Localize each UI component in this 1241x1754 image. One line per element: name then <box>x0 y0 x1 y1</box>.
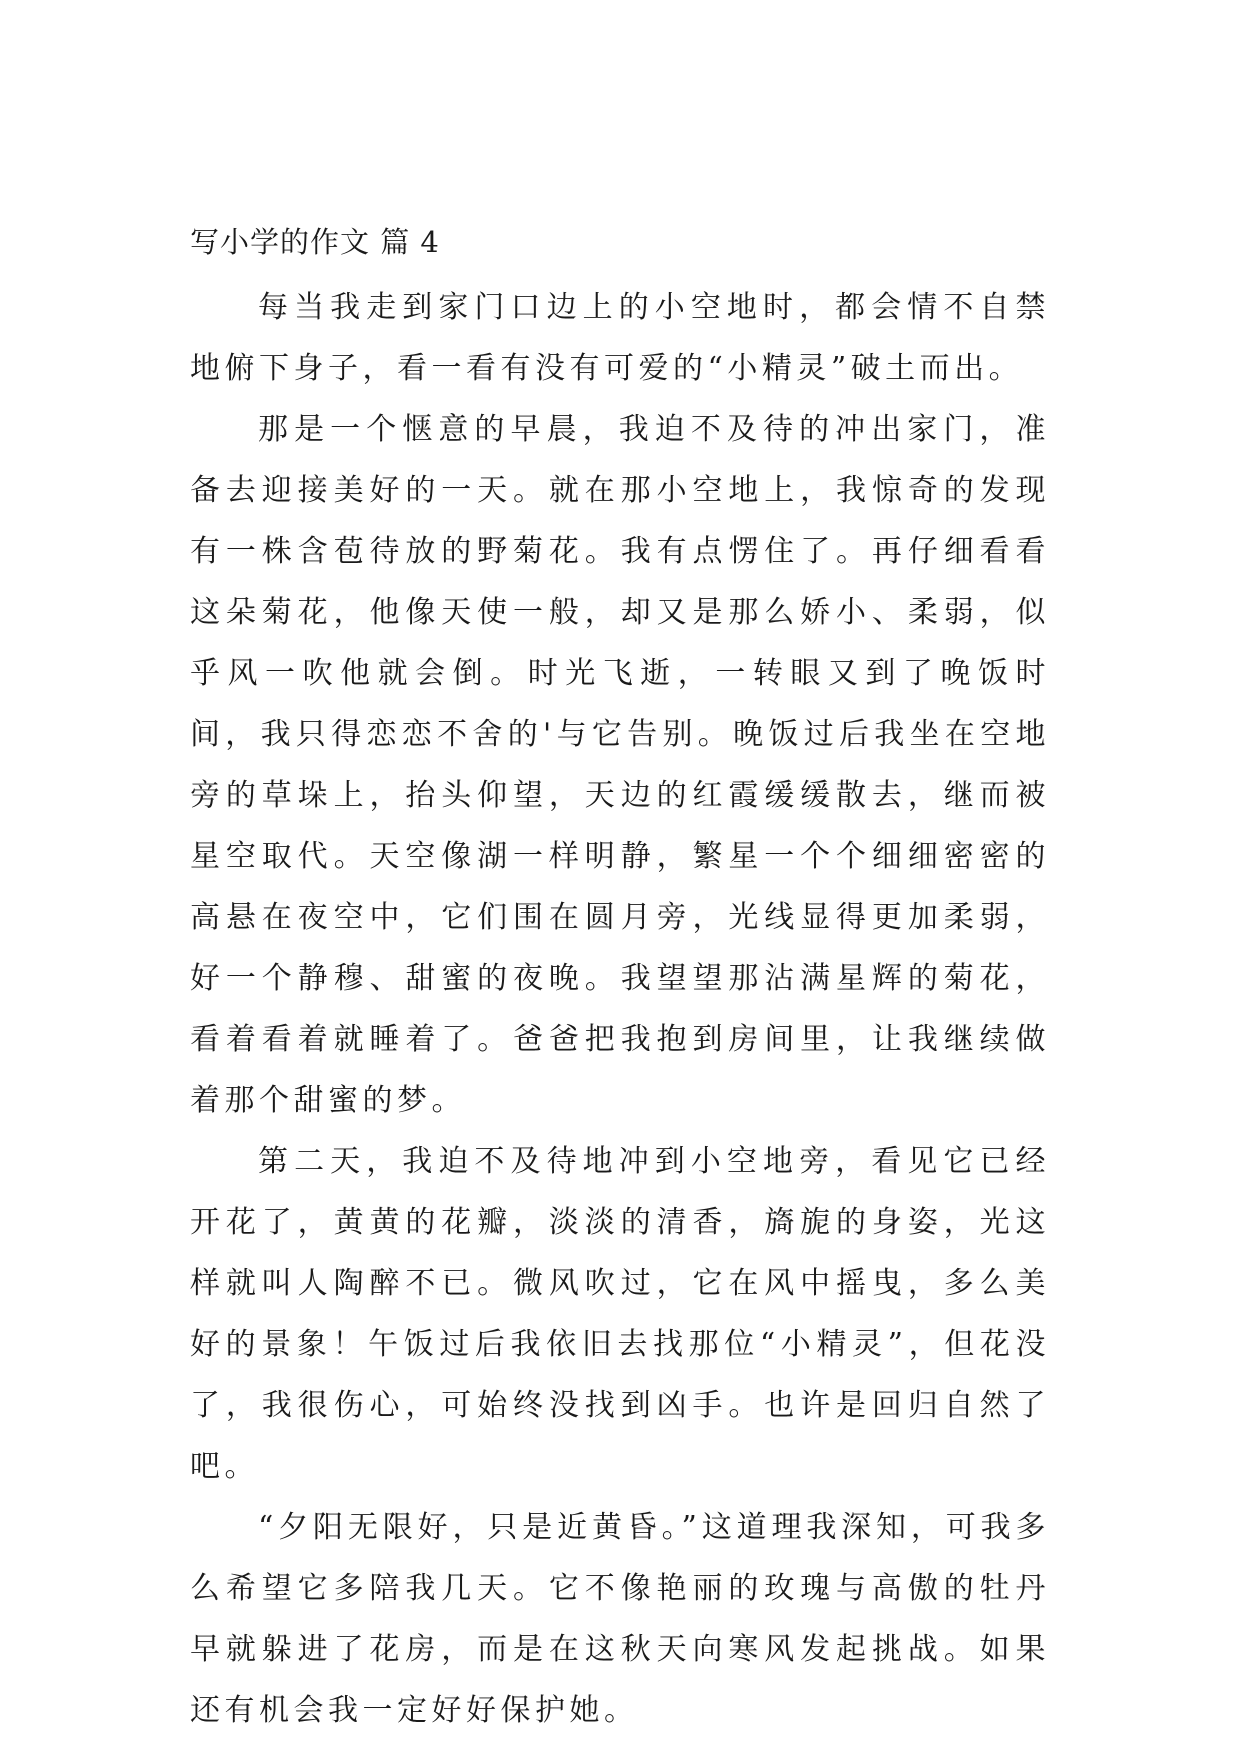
essay-title: 写小学的作文 篇 4 <box>190 225 440 259</box>
essay-body <box>190 277 1050 1741</box>
paragraph-1: 每当我走到家门口边上的小空地时，都会情不自禁地俯下身子，看一看有没有可爱的“小精灵”破土而出。 <box>190 290 1050 386</box>
paragraph-3: 第二天，我迫不及待地冲到小空地旁，看见它已经开花了，黄黄的花瓣，淡淡的清香，旖旎的身姿，光这样就叫人陶醉不已。微风吹过，它在风中摇曳，多么美好的景象！午饭过后我依旧去找那位“小精灵”，但花没了，我很伤心，可始终没找到凶手。也许是回归自然了吧。 <box>190 1144 1050 1484</box>
paragraph-2: 那是一个惬意的早晨，我迫不及待的冲出家门，准备去迎接美好的一天。就在那小空地上，我惊奇的发现有一株含苞待放的野菊花。我有点愣住了。再仔细看看这朵菊花，他像天使一般，却又是那么娇小、柔弱，似乎风一吹他就会倒。时光飞逝，一转眼又到了晚饭时间，我只得恋恋不舍的'与它告别。晚饭过后我坐在空地旁的草垛上，抬头仰望，天边的红霞缓缓散去，继而被星空取代。天空像湖一样明静，繁星一个个细细密密的高悬在夜空中，它们围在圆月旁，光线显得更加柔弱，好一个静穆、甜蜜的夜晚。我望望那沾满星辉的菊花，看着看着就睡着了。爸爸把我抱到房间里，让我继续做着那个甜蜜的梦。 <box>190 412 1050 1118</box>
paragraph-4: “夕阳无限好，只是近黄昏。”这道理我深知，可我多么希望它多陪我几天。它不像艳丽的玫瑰与高傲的牡丹早就躲进了花房，而是在这秋天向寒风发起挑战。如果还有机会我一定好好保护她。 <box>190 1510 1050 1728</box>
